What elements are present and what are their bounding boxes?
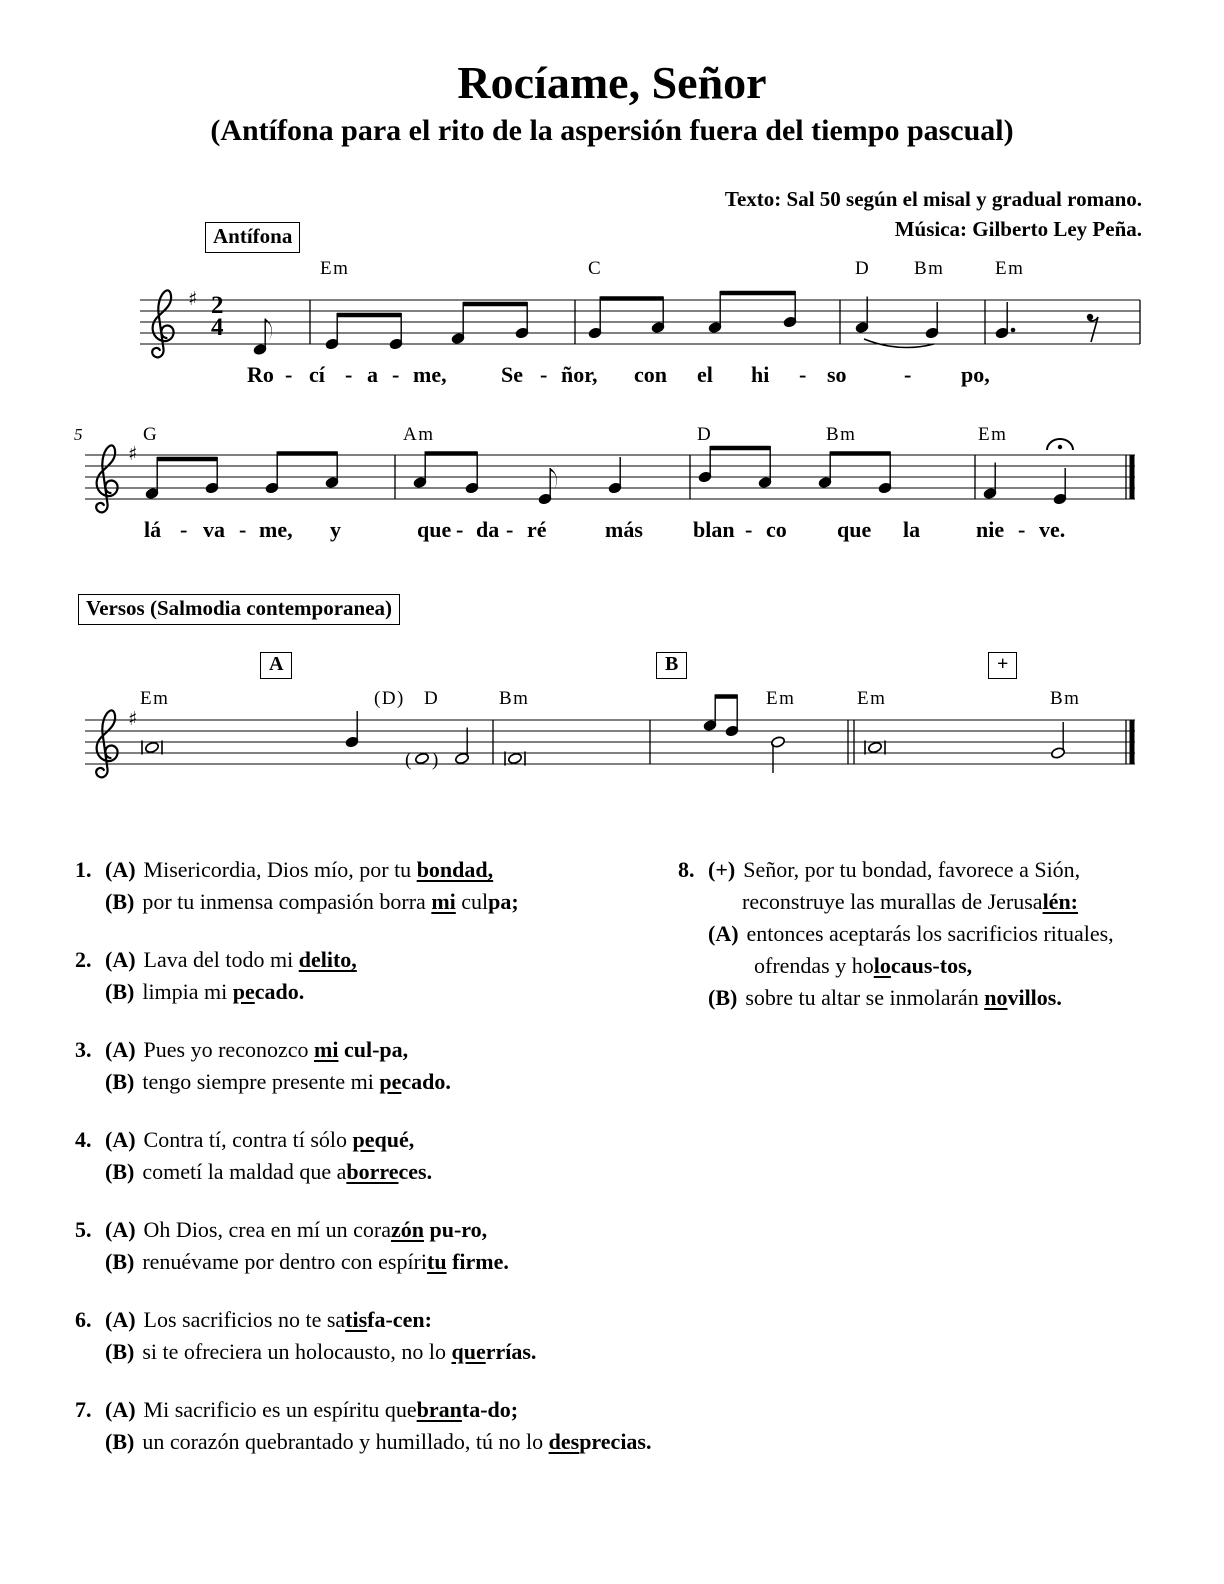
chord-label: G xyxy=(143,424,159,445)
lyric-syllable: - xyxy=(1018,517,1026,542)
antifona-section-label: Antífona xyxy=(205,222,300,253)
verse-text: Mi sacrificio es un espíritu que xyxy=(143,1397,417,1422)
verse-text: caus-tos, xyxy=(890,953,973,978)
lyric-syllable: hi xyxy=(751,362,770,387)
sharp-icon: ♯ xyxy=(128,708,138,730)
verse-3 xyxy=(75,1034,675,1098)
chord-label: D xyxy=(697,424,713,445)
verse-text: rrías. xyxy=(485,1339,537,1364)
verse-text: bran xyxy=(416,1397,462,1422)
svg-text:(: ( xyxy=(405,749,412,771)
verse-text: Los sacrificios no te sa xyxy=(143,1307,346,1332)
verse-line xyxy=(75,1156,675,1188)
verse-text: tu xyxy=(427,1249,447,1274)
verse-line xyxy=(75,1336,675,1368)
verse-text: no xyxy=(984,985,1008,1010)
lyric-syllable: po, xyxy=(961,362,990,387)
chord-label: Em xyxy=(978,424,1008,445)
lyric-syllable: me, xyxy=(259,517,293,542)
verse-line xyxy=(75,1066,675,1098)
verse-text: mi xyxy=(314,1037,339,1062)
lyric-syllable: co xyxy=(766,517,787,542)
section-mark: B xyxy=(656,652,687,679)
verse-6 xyxy=(75,1304,675,1368)
verse-part-label: (+) xyxy=(708,857,736,882)
verse-text: entonces aceptarás los sacrificios rituales, xyxy=(746,921,1114,946)
page-subtitle: (Antífona para el rito de la aspersión fuera del tiempo pascual) xyxy=(210,114,1014,147)
lyric-syllable: - xyxy=(345,362,353,387)
verse-part-label: (B) xyxy=(105,1339,135,1364)
verse-text: ta-do; xyxy=(461,1397,519,1422)
lyric-syllable: - xyxy=(904,362,912,387)
chord-label: (D) xyxy=(374,688,405,709)
time-signature: 2 xyxy=(211,292,224,319)
lyric-syllable: ve. xyxy=(1039,517,1066,542)
lyric-syllable: - xyxy=(180,517,188,542)
verse-text: lo xyxy=(873,953,891,978)
lyric-syllable: ré xyxy=(527,517,547,542)
lyric-syllable: me, xyxy=(413,362,447,387)
verse-text: limpia mi xyxy=(142,979,233,1004)
lyric-syllable: y xyxy=(330,517,341,542)
credit-music-line: Música: Gilberto Ley Peña. xyxy=(894,217,1142,241)
svg-text:): ) xyxy=(432,749,439,771)
lyric-syllable: cí xyxy=(309,362,325,387)
verse-text: pe xyxy=(379,1069,402,1094)
lyric-syllable: - xyxy=(392,362,400,387)
verse-number: 1. xyxy=(75,857,92,882)
verse-5 xyxy=(75,1214,675,1278)
verse-4 xyxy=(75,1124,675,1188)
verse-line xyxy=(75,1426,675,1458)
verse-text: por tu inmensa compasión borra xyxy=(142,889,432,914)
lyric-syllable: Ro xyxy=(247,362,274,387)
credit-text-line: Texto: Sal 50 según el misal y gradual romano. xyxy=(724,187,1142,211)
verses-column-left xyxy=(75,854,675,1484)
verse-text: ofrendas y ho xyxy=(754,953,874,978)
verse-text: Lava del todo mi xyxy=(143,947,299,972)
verse-line xyxy=(75,1246,675,1278)
verse-text: cometí la maldad que a xyxy=(142,1159,347,1184)
measure-number: 5 xyxy=(74,425,83,444)
sharp-icon: ♯ xyxy=(128,443,138,465)
verse-line xyxy=(75,1214,675,1246)
staff-system-3 xyxy=(85,695,1135,778)
lyric-syllable: con xyxy=(634,362,667,387)
verse-number: 4. xyxy=(75,1127,92,1152)
verse-text: ces. xyxy=(398,1159,433,1184)
verse-part-label: (B) xyxy=(105,1159,135,1184)
verse-line xyxy=(75,944,675,976)
section-mark: + xyxy=(988,652,1017,679)
verse-text: Misericordia, Dios mío, por tu xyxy=(143,857,417,882)
chord-label: C xyxy=(588,258,603,279)
verse-text: cul-pa, xyxy=(338,1037,409,1062)
lyric-syllable: - xyxy=(456,517,464,542)
verse-text: fa-cen: xyxy=(367,1307,432,1332)
verse-part-label: (A) xyxy=(105,857,136,882)
time-signature: 4 xyxy=(211,314,224,341)
verse-text: mi xyxy=(431,889,456,914)
verse-7 xyxy=(75,1394,675,1458)
verse-part-label: (A) xyxy=(105,1127,136,1152)
verse-text: un corazón quebrantado y humillado, tú no lo xyxy=(142,1429,549,1454)
verse-part-label: (B) xyxy=(105,889,135,914)
verse-part-label: (A) xyxy=(105,947,136,972)
lyric-syllable: - xyxy=(745,517,753,542)
chord-label: D xyxy=(855,258,871,279)
verse-text: tengo siempre presente mi xyxy=(142,1069,380,1094)
verse-text: Pues yo reconozco xyxy=(143,1037,314,1062)
page-title: Rocíame, Señor xyxy=(457,57,767,108)
chord-label: D xyxy=(424,688,440,709)
verse-text: zón xyxy=(390,1217,424,1242)
lyric-syllable: da xyxy=(476,517,500,542)
lyric-syllable: ñor, xyxy=(561,362,598,387)
verse-text: delito, xyxy=(298,947,357,972)
lyric-syllable: - xyxy=(799,362,807,387)
verse-text: precias. xyxy=(579,1429,652,1454)
lyric-syllable: más xyxy=(605,517,643,542)
chord-label: Em xyxy=(140,688,170,709)
credits-block xyxy=(725,184,1142,244)
verse-line xyxy=(678,950,1208,982)
verse-text: que xyxy=(451,1339,486,1364)
verses-column-right xyxy=(678,854,1208,1040)
lyric-syllable: el xyxy=(697,362,713,387)
verse-line xyxy=(678,982,1208,1014)
verse-part-label: (B) xyxy=(105,1069,135,1094)
lyric-syllable: - xyxy=(239,517,247,542)
chord-label: Bm xyxy=(1050,688,1081,709)
verse-text: renuévame por dentro con espíri xyxy=(142,1249,427,1274)
lyric-syllable: la xyxy=(903,517,921,542)
verse-text: des xyxy=(548,1429,580,1454)
verse-part-label: (A) xyxy=(708,921,739,946)
verse-number: 5. xyxy=(75,1217,92,1242)
verse-text: sobre tu altar se inmolarán xyxy=(745,985,985,1010)
staff-system-2 xyxy=(85,439,1135,512)
verse-part-label: (B) xyxy=(105,1429,135,1454)
verse-text: pe xyxy=(352,1127,375,1152)
lyric-syllable: lá xyxy=(144,517,162,542)
verse-part-label: (A) xyxy=(105,1217,136,1242)
lyric-syllable: Se xyxy=(501,362,523,387)
chord-label: Bm xyxy=(914,258,945,279)
verse-text: Señor, por tu bondad, favorece a Sión, xyxy=(743,857,1081,882)
lyric-syllable: a xyxy=(367,362,378,387)
verse-text: reconstruye las murallas de Jerusa xyxy=(742,889,1043,914)
lyric-syllable: va xyxy=(203,517,225,542)
verse-text: bondad, xyxy=(416,857,494,882)
verse-line xyxy=(75,976,675,1008)
verse-part-label: (A) xyxy=(105,1397,136,1422)
verse-line xyxy=(678,918,1208,950)
verse-2 xyxy=(75,944,675,1008)
verse-number: 8. xyxy=(678,857,695,882)
chord-label: Bm xyxy=(499,688,530,709)
verse-line xyxy=(75,1124,675,1156)
versos-section-label: Versos (Salmodia contemporanea) xyxy=(78,594,400,625)
verse-line xyxy=(75,1394,675,1426)
verse-text: pa; xyxy=(488,889,519,914)
verse-part-label: (B) xyxy=(105,1249,135,1274)
sharp-icon: ♯ xyxy=(188,288,198,310)
verse-part-label: (A) xyxy=(105,1307,136,1332)
verse-number: 2. xyxy=(75,947,92,972)
staff-system-1 xyxy=(140,290,1140,357)
verse-line xyxy=(678,886,1208,918)
verse-line xyxy=(75,1304,675,1336)
lyric-syllable: blan xyxy=(693,517,735,542)
lyric-syllable: - xyxy=(285,362,293,387)
lyric-syllable: - xyxy=(540,362,548,387)
verse-line xyxy=(75,886,675,918)
verse-part-label: (B) xyxy=(105,979,135,1004)
verse-line xyxy=(75,1034,675,1066)
lyric-syllable: nie xyxy=(976,517,1005,542)
lyric-syllable: so xyxy=(827,362,847,387)
verse-number: 3. xyxy=(75,1037,92,1062)
chord-label: Em xyxy=(995,258,1025,279)
chord-label: Em xyxy=(320,258,350,279)
chord-label: Bm xyxy=(826,424,857,445)
verse-line xyxy=(678,854,1208,886)
lyric-syllable: que xyxy=(417,517,452,542)
verse-text: tis xyxy=(345,1307,368,1332)
lyric-syllable: que xyxy=(837,517,872,542)
section-mark: A xyxy=(260,652,292,679)
verse-text: si te ofreciera un holocausto, no lo xyxy=(142,1339,452,1364)
verse-text: lén: xyxy=(1042,889,1079,914)
verse-text: pu-ro, xyxy=(423,1217,488,1242)
verse-number: 6. xyxy=(75,1307,92,1332)
verse-part-label: (A) xyxy=(105,1037,136,1062)
verse-text: firme. xyxy=(446,1249,509,1274)
verse-part-label: (B) xyxy=(708,985,738,1010)
chord-label: Am xyxy=(403,424,435,445)
verse-text: cado. xyxy=(254,979,305,1004)
verse-number: 7. xyxy=(75,1397,92,1422)
verse-text: borre xyxy=(346,1159,399,1184)
verse-1 xyxy=(75,854,675,918)
lyric-syllable: - xyxy=(506,517,514,542)
verse-line xyxy=(75,854,675,886)
verse-text: villos. xyxy=(1007,985,1062,1010)
verse-8 xyxy=(678,854,1208,1014)
verse-text: Contra tí, contra tí sólo xyxy=(143,1127,353,1152)
verse-text: pe xyxy=(232,979,255,1004)
chord-label: Em xyxy=(857,688,887,709)
verse-text: qué, xyxy=(374,1127,415,1152)
verse-text: cado. xyxy=(401,1069,451,1094)
verse-text: Oh Dios, crea en mí un cora xyxy=(143,1217,391,1242)
chord-label: Em xyxy=(766,688,796,709)
verse-text: cul xyxy=(455,889,489,914)
eighth-rest-icon xyxy=(1087,314,1098,342)
